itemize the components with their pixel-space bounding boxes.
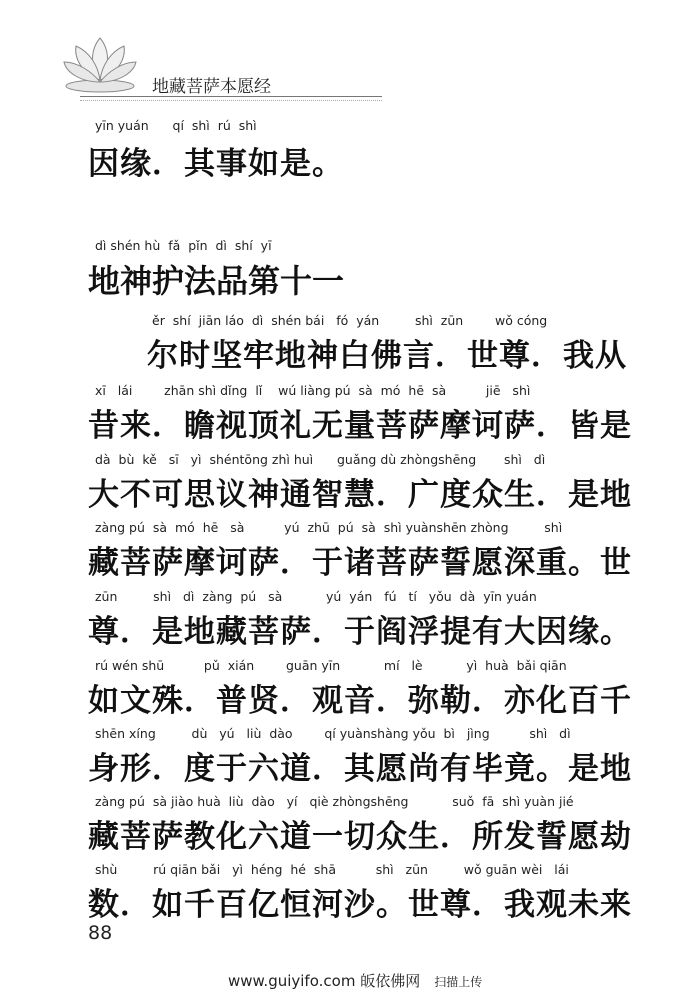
text-line: 数．如千百亿恒河沙。世尊．我观未来 [88, 887, 632, 923]
text-line: 尊．是地藏菩萨．于阎浮提有大因缘。 [88, 614, 632, 650]
text-line: 因缘．其事如是。 [88, 146, 344, 182]
page-number: 88 [88, 922, 113, 944]
pinyin-line: xī lái zhān shì dǐng lǐ wú liàng pú sà mó hē sà jiē shì [95, 383, 531, 398]
footer [228, 970, 482, 991]
lotus-icon [60, 28, 140, 98]
text-line: 大不可思议神通智慧．广度众生．是地 [88, 477, 632, 513]
header-divider-dotted [80, 100, 382, 101]
pinyin-line: yīn yuán qí shì rú shì [95, 118, 257, 133]
pinyin-line: rú wén shū pǔ xián guān yīn mí lè yì huà bǎi qiān [95, 658, 567, 673]
text-line: 藏菩萨教化六道一切众生．所发誓愿劫 [88, 819, 632, 855]
pinyin-line: zàng pú sà mó hē sà yú zhū pú sà shì yuànshēn zhòng shì [95, 520, 563, 535]
text-line: 昔来．瞻视顶礼无量菩萨摩诃萨．皆是 [88, 408, 632, 444]
header-title: 地藏菩萨本愿经 [152, 77, 271, 97]
pinyin-line: ěr shí jiān láo dì shén bái fó yán shì zūn wǒ cóng [152, 313, 548, 328]
header-divider [80, 96, 382, 97]
pinyin-line: shù rú qiān bǎi yì héng hé shā shì zūn wǒ guān wèi lái [95, 862, 569, 877]
text-line: 身形．度于六道．其愿尚有毕竟。是地 [88, 751, 632, 787]
text-line: 尔时坚牢地神白佛言．世尊．我从 [147, 338, 627, 374]
heading-pinyin: dì shén hù fǎ pǐn dì shí yī [95, 238, 272, 253]
pinyin-line: dà bù kě sī yì shéntōng zhì huì guǎng dù zhòngshēng shì dì [95, 452, 546, 467]
text-line: 藏菩萨摩诃萨．于诸菩萨誓愿深重。世 [88, 545, 632, 581]
footer-site-link[interactable]: www.guiyifo.com 皈依佛网 [228, 972, 421, 990]
pinyin-line: shēn xíng dù yú liù dào qí yuànshàng yǒu bì jìng shì dì [95, 726, 571, 741]
chapter-heading: 地神护法品第十一 [88, 262, 345, 300]
text-line: 如文殊．普贤．观音．弥勒．亦化百千 [88, 683, 632, 719]
footer-scan-note: 扫描上传 [434, 975, 483, 989]
pinyin-line: zàng pú sà jiào huà liù dào yí qiè zhòngshēng suǒ fā shì yuàn jié [95, 794, 574, 809]
pinyin-line: zūn shì dì zàng pú sà yú yán fú tí yǒu dà yīn yuán [95, 589, 537, 604]
